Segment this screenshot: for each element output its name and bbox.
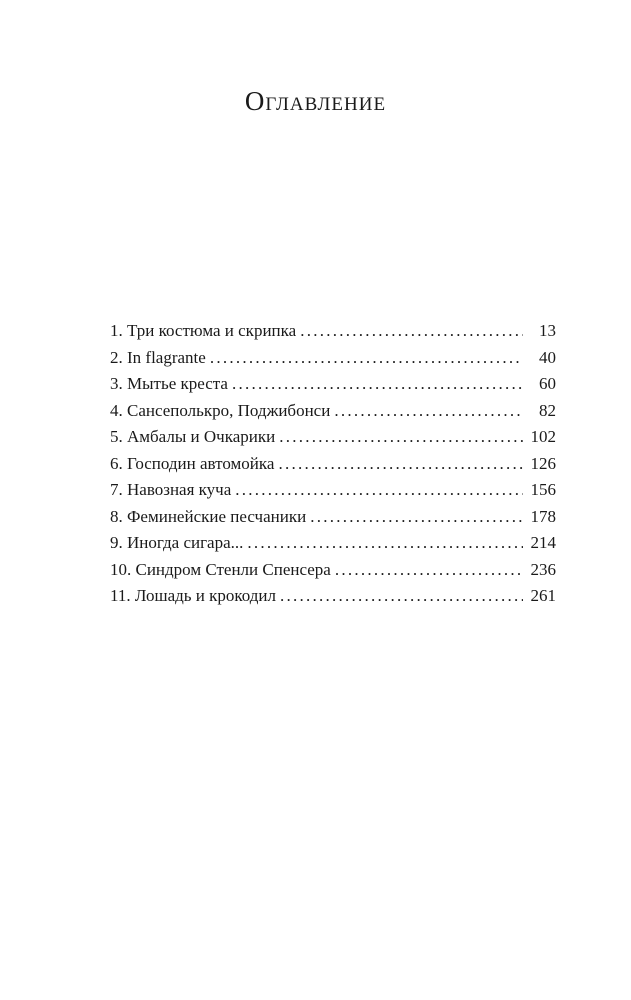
toc-entry bbox=[110, 477, 556, 504]
toc-dot-leader bbox=[300, 318, 523, 345]
toc-dot-leader bbox=[232, 371, 523, 398]
toc-entry-label: 1. Три костюма и скрипка bbox=[110, 321, 297, 340]
toc-dot-leader bbox=[310, 504, 523, 531]
toc-entry-page: 126 bbox=[530, 453, 556, 473]
toc-entry-label: 3. Мытье креста bbox=[110, 374, 228, 393]
toc-dot-leader bbox=[335, 557, 523, 584]
toc-entry bbox=[110, 318, 556, 345]
toc-entry-label: 5. Амбалы и Очкарики bbox=[110, 427, 276, 446]
page-title: Оглавление bbox=[244, 86, 387, 116]
toc-entry bbox=[110, 345, 556, 372]
toc-entry-page: 178 bbox=[530, 506, 556, 526]
toc-entry bbox=[110, 451, 556, 478]
toc-entry-page: 60 bbox=[539, 374, 556, 393]
toc-entry-label: 2. In flagrante bbox=[110, 347, 206, 367]
toc-entry bbox=[110, 371, 556, 398]
toc-entry-page: 102 bbox=[530, 427, 556, 446]
toc-dot-leader bbox=[210, 345, 523, 372]
toc-entry-page: 236 bbox=[530, 559, 556, 579]
toc-entry bbox=[110, 424, 556, 451]
toc-entry-page: 40 bbox=[539, 347, 556, 367]
toc-entry-label: 6. Господин автомойка bbox=[110, 453, 275, 473]
toc-entry-label: 8. Феминейские песчаники bbox=[110, 506, 307, 526]
table-of-contents bbox=[110, 318, 556, 610]
toc-entry bbox=[110, 530, 556, 557]
toc-entry-label: 7. Навозная куча bbox=[110, 480, 232, 499]
toc-entry-label: 9. Иногда сигара... bbox=[110, 533, 244, 552]
toc-dot-leader bbox=[279, 424, 523, 451]
toc-dot-leader bbox=[235, 477, 523, 504]
toc-dot-leader bbox=[280, 583, 523, 610]
toc-entry bbox=[110, 504, 556, 531]
toc-entry-label: 11. Лошадь и крокодил bbox=[110, 586, 277, 605]
toc-entry-page: 261 bbox=[530, 586, 556, 605]
toc-entry-page: 82 bbox=[539, 400, 556, 420]
toc-dot-leader bbox=[334, 398, 523, 425]
toc-dot-leader bbox=[278, 451, 523, 478]
toc-entry bbox=[110, 583, 556, 610]
toc-entry bbox=[110, 557, 556, 584]
toc-dot-leader bbox=[247, 530, 523, 557]
toc-entry-label: 10. Синдром Стенли Спенсера bbox=[110, 559, 331, 579]
toc-entry-page: 156 bbox=[530, 480, 556, 499]
toc-entry-page: 214 bbox=[530, 533, 556, 552]
toc-entry-page: 13 bbox=[539, 321, 556, 340]
toc-entry bbox=[110, 398, 556, 425]
toc-entry-label: 4. Сансеполькро, Поджибонси bbox=[110, 400, 331, 420]
